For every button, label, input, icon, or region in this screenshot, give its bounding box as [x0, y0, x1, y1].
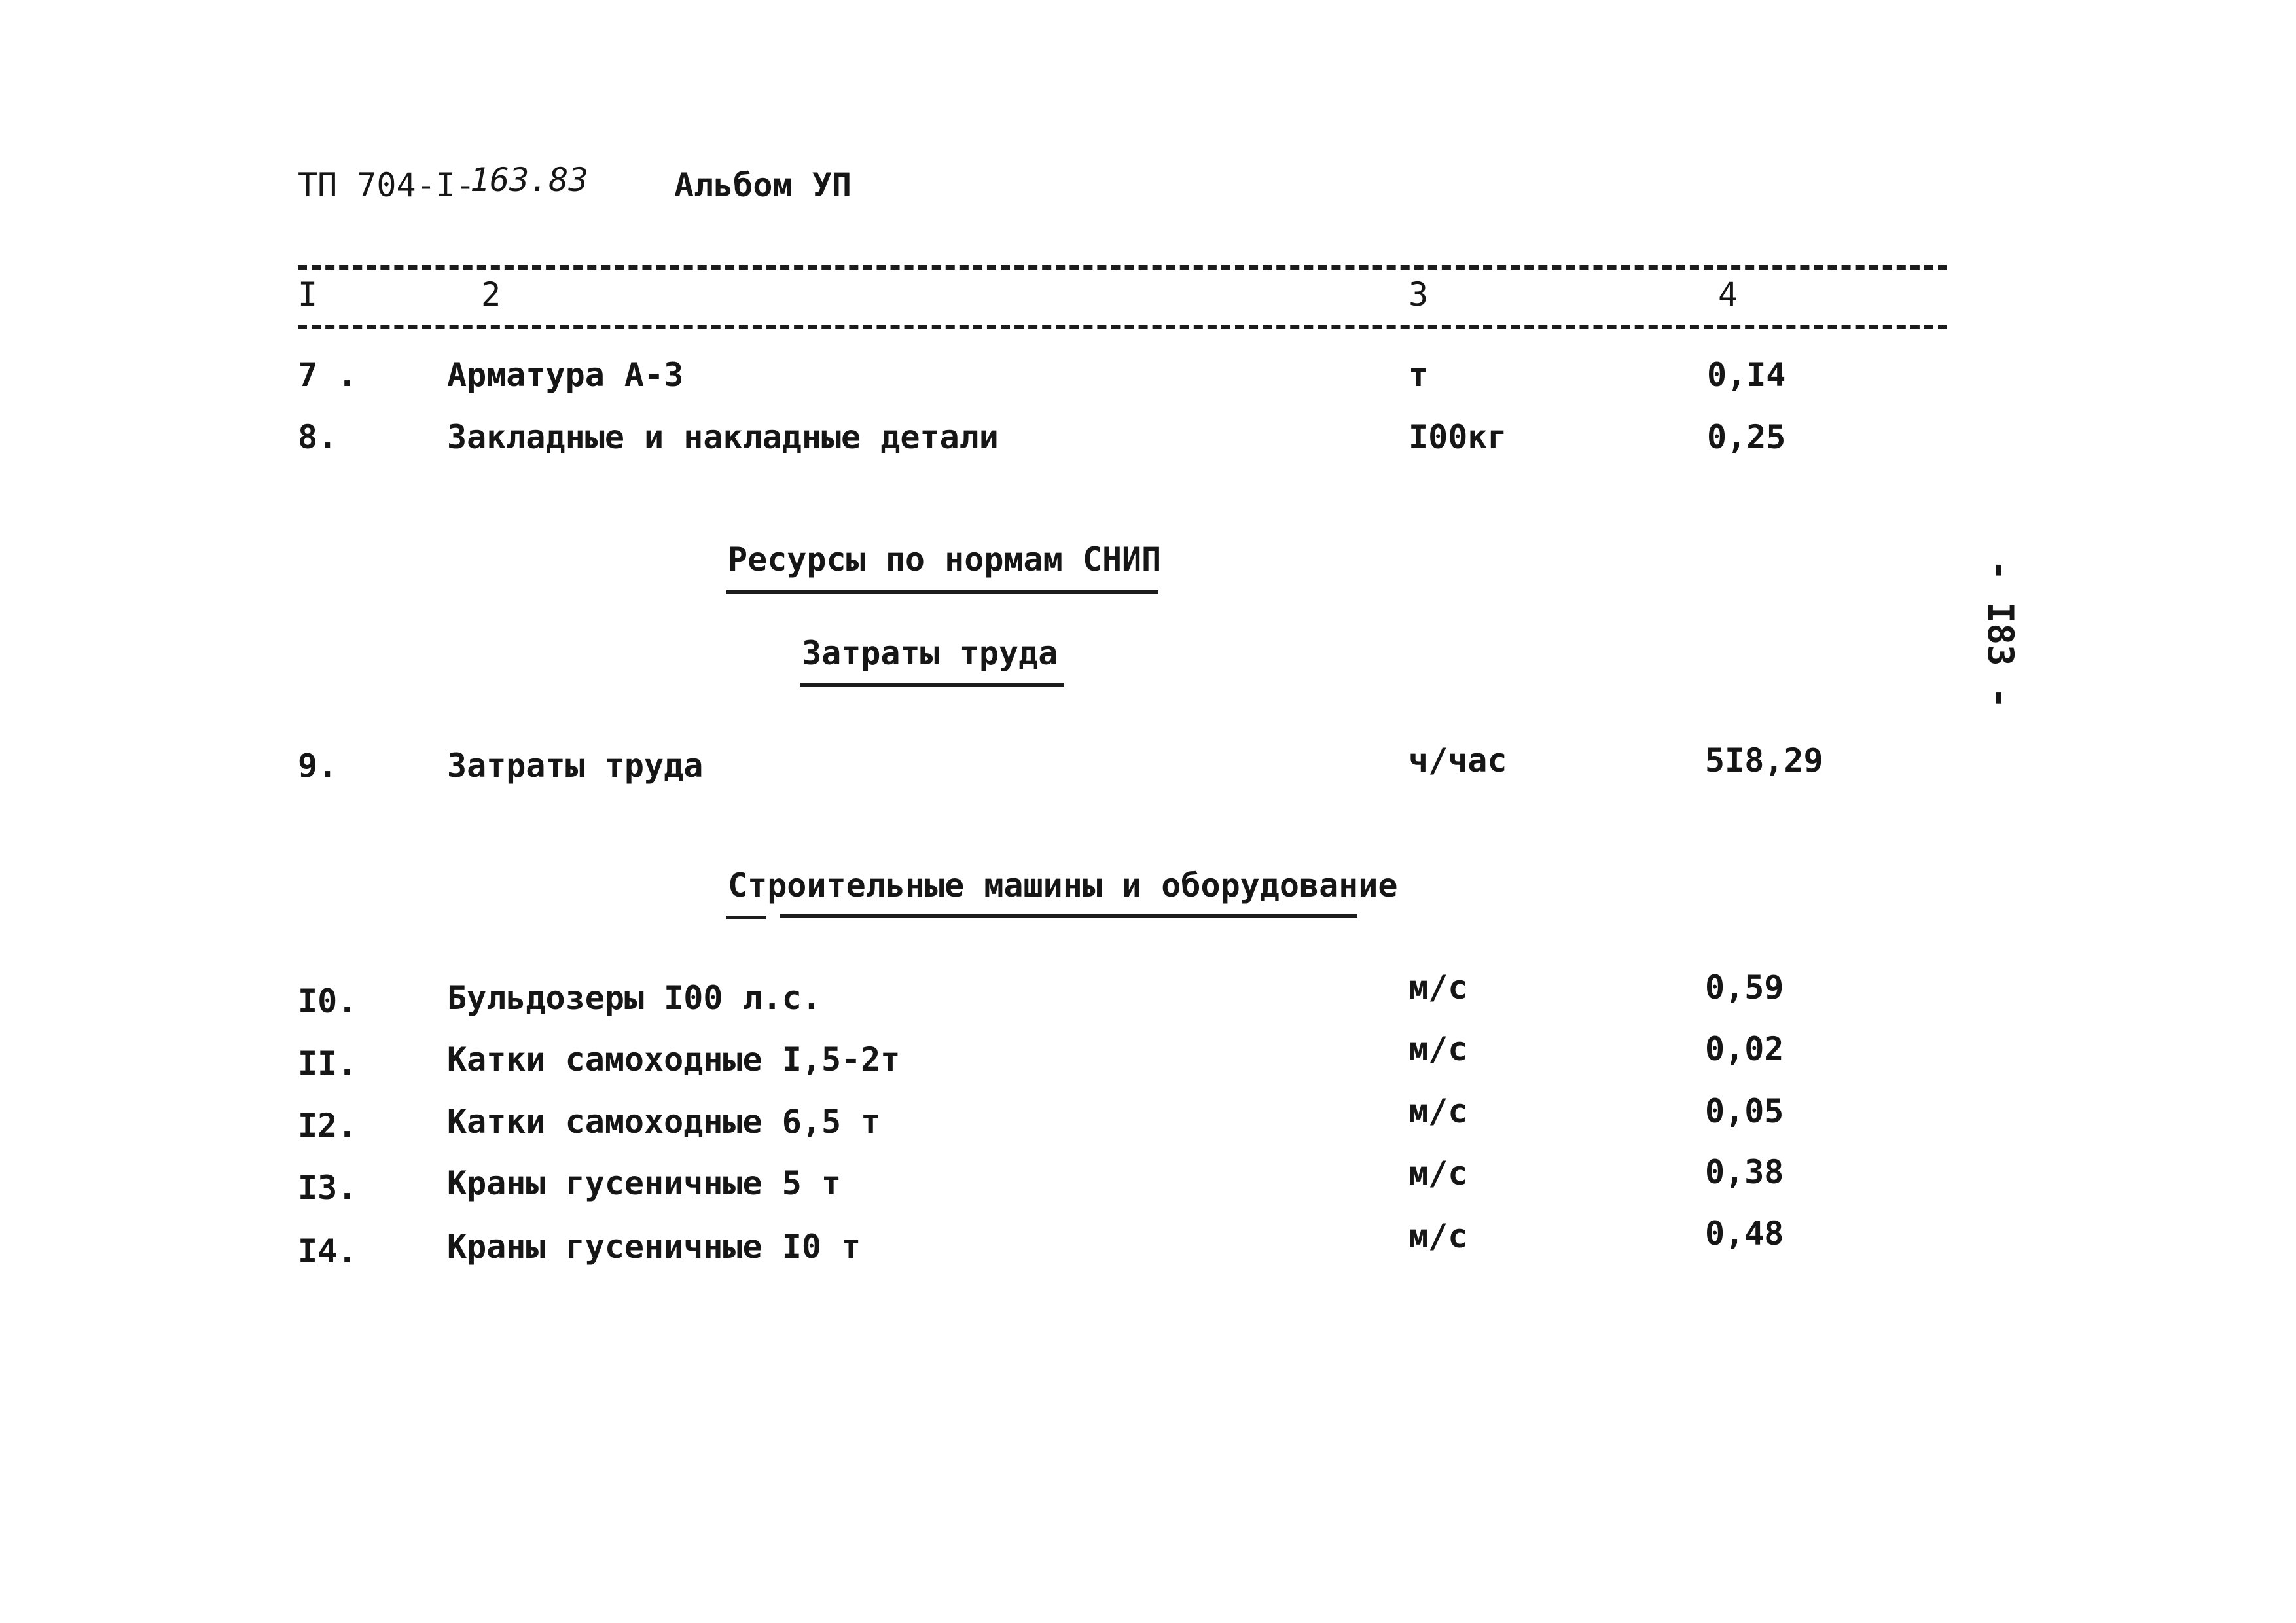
row-name: Закладные и накладные детали — [447, 418, 999, 456]
section-underline — [800, 683, 1064, 687]
section-title-labor: Затраты труда — [802, 634, 1058, 672]
section-underline — [726, 590, 1158, 594]
row-value: 0,25 — [1707, 418, 1786, 456]
row-number: I3. — [298, 1169, 357, 1207]
row-unit: I00кг — [1408, 418, 1507, 456]
row-unit: м/с — [1408, 1092, 1468, 1130]
row-value: 0,38 — [1705, 1153, 1784, 1191]
row-number: I0. — [298, 982, 357, 1020]
row-value: 0,59 — [1705, 969, 1784, 1007]
document-code: ТП 704-I- — [298, 166, 475, 204]
column-header-3: 3 — [1408, 276, 1429, 313]
column-header-2: 2 — [481, 276, 501, 313]
row-unit: м/с — [1408, 1030, 1468, 1068]
row-name: Затраты труда — [447, 747, 704, 785]
row-name: Катки самоходные 6,5 т — [447, 1103, 881, 1141]
row-unit: ч/час — [1408, 741, 1507, 779]
row-unit: м/с — [1408, 1154, 1468, 1192]
column-header-1: I — [298, 276, 318, 313]
section-title-resources: Ресурсы по нормам СНИП — [728, 541, 1162, 579]
row-number: 8. — [298, 418, 338, 456]
row-number: 7 . — [298, 356, 357, 394]
album-label: Альбом УП — [674, 166, 852, 204]
row-unit: т — [1408, 356, 1429, 394]
row-name: Краны гусеничные 5 т — [447, 1164, 842, 1202]
page-number: - I83 - — [1980, 560, 2021, 709]
row-number: I4. — [298, 1232, 357, 1270]
document-code-handwritten: 163.83 — [470, 161, 588, 199]
column-header-4: 4 — [1718, 276, 1738, 313]
row-number: I2. — [298, 1107, 357, 1145]
section-underline — [780, 914, 1357, 918]
section-underline — [726, 916, 766, 919]
row-name: Бульдозеры I00 л.с. — [447, 979, 821, 1017]
row-name: Краны гусеничные I0 т — [447, 1228, 861, 1266]
row-number: 9. — [298, 747, 338, 785]
row-value: 0,48 — [1705, 1215, 1784, 1253]
row-number: II. — [298, 1044, 357, 1082]
row-value: 0,02 — [1705, 1030, 1784, 1068]
section-title-machines: Строительные машины и оборудование — [728, 866, 1398, 904]
row-value: 0,05 — [1705, 1092, 1784, 1130]
row-name: Арматура А-3 — [447, 356, 684, 394]
row-unit: м/с — [1408, 1217, 1468, 1255]
row-name: Катки самоходные I,5-2т — [447, 1041, 901, 1079]
table-top-rule — [298, 265, 1947, 270]
row-unit: м/с — [1408, 969, 1468, 1007]
row-value: 5I8,29 — [1705, 741, 1823, 779]
row-value: 0,I4 — [1707, 356, 1786, 394]
table-header-rule — [298, 325, 1947, 329]
